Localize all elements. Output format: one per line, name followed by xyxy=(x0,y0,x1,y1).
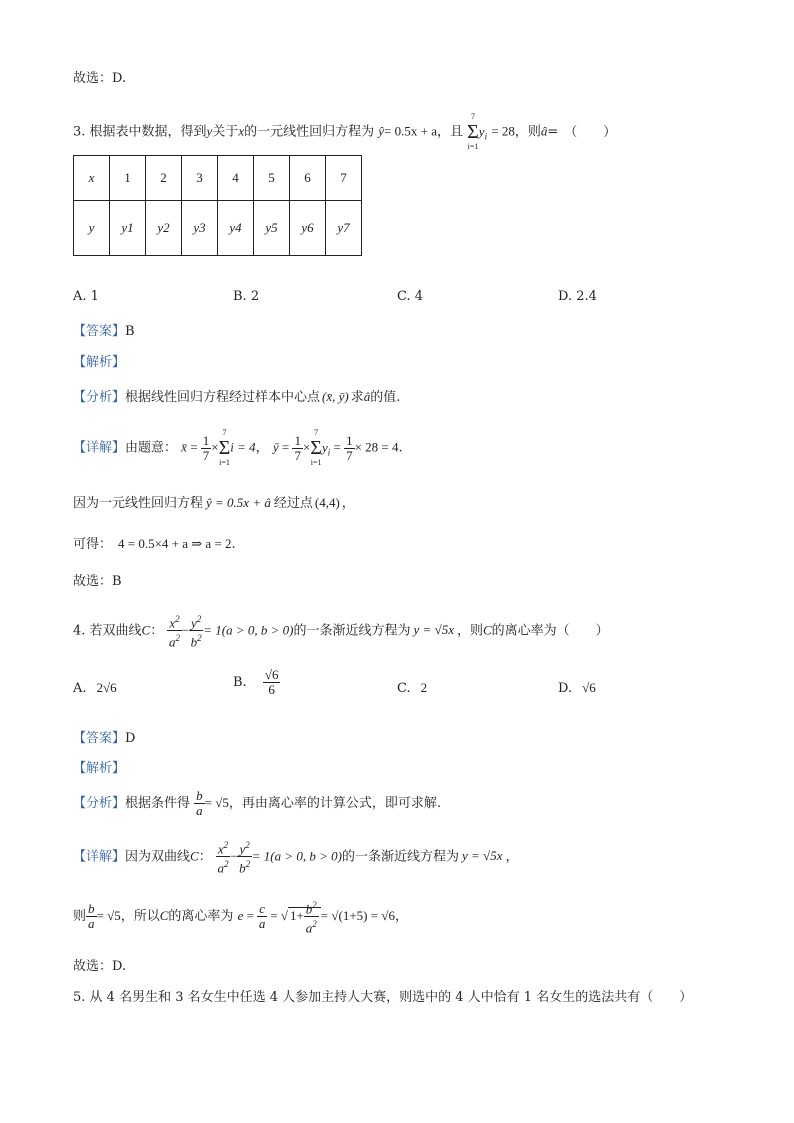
q3-option-b: B. 2 xyxy=(233,289,260,304)
q3-fenxi-line: 【分析】根据线性回归方程经过样本中心点 (x̄, ȳ) 求â的值. xyxy=(73,389,401,405)
previous-answer-line: 故选：D. xyxy=(73,71,127,86)
q4-option-c: C. 2 xyxy=(397,680,428,696)
table-cell: y5 xyxy=(254,201,290,256)
q4-answer-line: 【答案】D xyxy=(73,731,136,746)
table-cell: y1 xyxy=(110,201,146,256)
q3-option-c: C. 4 xyxy=(397,289,424,304)
table-cell: 2 xyxy=(146,156,182,201)
q3-detail-line: 【详解】由题意： x̄ = $\frac{1}{7}$ × 7 Σ i=1 i = 4， ȳ = $\frac{1}{7}$ × 7 Σ i=1 $y_i$ = $\frac{1}{7}$ × 28 = 4. xyxy=(73,428,403,467)
table-cell: y xyxy=(74,201,110,256)
q3-stem: 3. 根据表中数据，得到y关于x的一元线性回归方程为 ŷ= 0.5x + a，且 7 Σ i=1 $y_i = 28$，则â= （ ） xyxy=(73,112,617,151)
q4-option-d: D. √6 xyxy=(558,680,596,696)
q4-stem: 4. 若双曲线C： $\frac{x^2}{a^2}$ − $\frac{y^2}{b^2}$ = 1(a > 0, b > 0)的一条渐近线方程为 y = √5x ，则C的离心率为（ ） xyxy=(73,614,609,650)
q5-stem: 5. 从 4 名男生和 3 名女生中任选 4 人参加主持人大赛，则选中的 4 人中恰有 1 名女生的选法共有（ ） xyxy=(73,990,693,1005)
table-cell: 4 xyxy=(218,156,254,201)
table-row-x xyxy=(74,156,362,201)
table-cell: y3 xyxy=(182,201,218,256)
table-cell: y2 xyxy=(146,201,182,256)
q3-option-a: A. 1 xyxy=(73,289,99,304)
sum-symbol: 7 Σ i=1 xyxy=(467,112,479,151)
q4-fenxi-line: 【分析】根据条件得 $\frac{b}{a}$ = √5，再由离心率的计算公式，即可求解. xyxy=(73,788,442,818)
q3-line2: 因为一元线性回归方程 ŷ = 0.5x + â 经过点 (4,4) ， xyxy=(73,495,355,511)
table-cell: y4 xyxy=(218,201,254,256)
table-cell: 7 xyxy=(326,156,362,201)
table-cell: 6 xyxy=(290,156,326,201)
q4-analysis-tag: 【解析】 xyxy=(73,761,126,776)
q4-final-choice: 故选：D. xyxy=(73,959,127,974)
table-cell: 5 xyxy=(254,156,290,201)
table-cell: y6 xyxy=(290,201,326,256)
q3-analysis-tag: 【解析】 xyxy=(73,355,126,370)
q4-line2: 则 $\frac{b}{a}$ = √5，所以C的离心率为 e = $\frac{c}{a}$ = √ 1+ $\frac{b^2}{a^2}$ = √(1+5) = √6， xyxy=(73,900,408,936)
q3-answer-line: 【答案】B xyxy=(73,324,135,339)
table-cell: y7 xyxy=(326,201,362,256)
table-cell: 1 xyxy=(110,156,146,201)
q4-option-b: B. $\frac{√6}{6}$ xyxy=(233,667,279,697)
q4-option-a: A. 2√6 xyxy=(73,680,117,696)
table-cell: 3 xyxy=(182,156,218,201)
q3-final-choice: 故选：B xyxy=(73,574,122,589)
q3-option-d: D. 2.4 xyxy=(558,289,597,304)
q3-line3: 可得： 4 = 0.5×4 + a ⇒ a = 2. xyxy=(73,536,236,552)
q3-regression-eq: = 0.5x + a xyxy=(384,123,437,139)
q4-detail-line: 【详解】因为双曲线C： $\frac{x^2}{a^2}$ − $\frac{y^2}{b^2}$ = 1(a > 0, b > 0)的一条渐近线方程为 y = √5x ， xyxy=(73,840,519,876)
data-table xyxy=(73,155,362,256)
fraction: $\frac{1}{7}$ xyxy=(202,432,210,463)
answer-tag: 【答案】 xyxy=(73,324,126,339)
table-row-y xyxy=(74,201,362,256)
table-cell: x xyxy=(74,156,110,201)
